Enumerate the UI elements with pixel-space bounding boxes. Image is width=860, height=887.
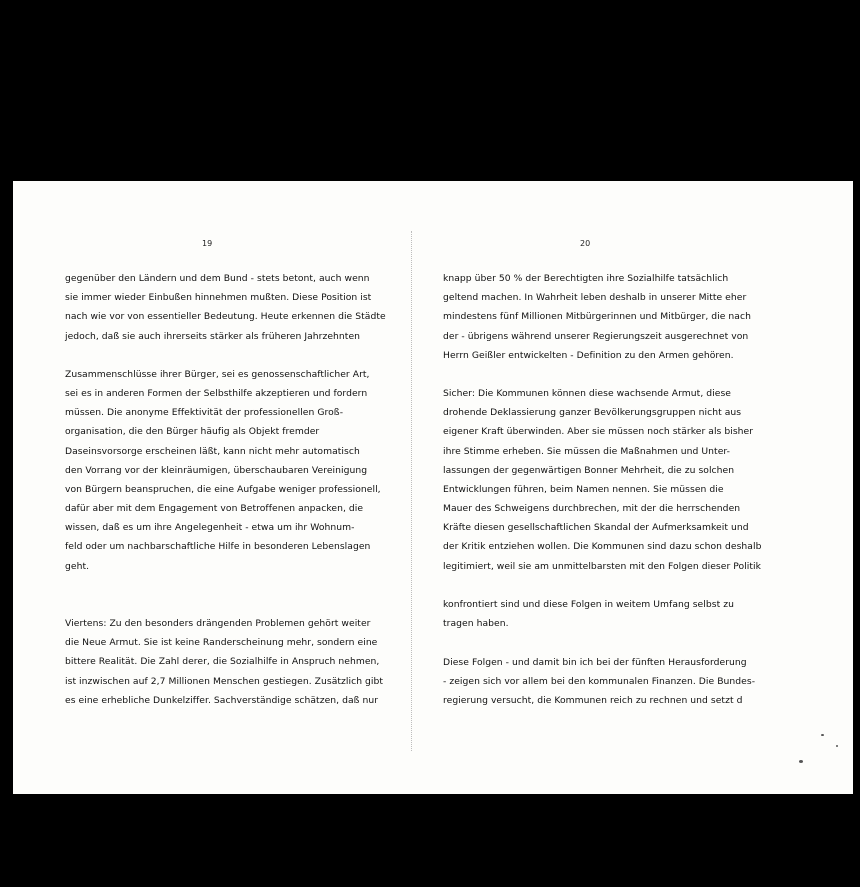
- text-line: Herrn Geißler entwickelten - Definition zu den Armen gehören.: [443, 350, 734, 361]
- text-line: nach wie vor von essentieller Bedeutung. Heute erkennen die Städte: [65, 311, 386, 322]
- text-line: geltend machen. In Wahrheit leben deshalb in unserer Mitte eher: [443, 292, 747, 303]
- text-line: Diese Folgen - und damit bin ich bei der fünften Herausforderung: [443, 657, 747, 668]
- scan-speck: [836, 745, 838, 747]
- page-number-right: 20: [580, 239, 591, 248]
- text-line: ihre Stimme erheben. Sie müssen die Maßnahmen und Unter-: [443, 446, 731, 457]
- text-line: regierung versucht, die Kommunen reich zu rechnen und setzt d: [443, 695, 743, 706]
- text-line: konfrontiert sind und diese Folgen in weitem Umfang selbst zu: [443, 599, 734, 610]
- text-line: die Neue Armut. Sie ist keine Randerscheinung mehr, sondern eine: [65, 637, 378, 648]
- text-line: von Bürgern beanspruchen, die eine Aufgabe weniger professionell,: [65, 484, 381, 495]
- text-line: jedoch, daß sie auch ihrerseits stärker als früheren Jahrzehnten: [65, 331, 361, 342]
- text-line: wissen, daß es um ihre Angelegenheit - etwa um ihr Wohnum-: [65, 522, 355, 533]
- text-line: eigener Kraft überwinden. Aber sie müssen noch stärker als bisher: [443, 426, 754, 437]
- scan-speck: [799, 760, 803, 763]
- text-line: der - übrigens während unserer Regierungszeit ausgerechnet von: [443, 331, 749, 342]
- text-line: lassungen der gegenwärtigen Bonner Mehrheit, die zu solchen: [443, 465, 735, 476]
- text-line: legitimiert, weil sie am unmittelbarsten mit den Folgen dieser Politik: [443, 561, 762, 572]
- text-line: drohende Deklassierung ganzer Bevölkerungsgruppen nicht aus: [443, 407, 742, 418]
- text-line: Kräfte diesen gesellschaftlichen Skandal der Aufmerksamkeit und: [443, 522, 749, 533]
- text-line: Daseinsvorsorge erscheinen läßt, kann nicht mehr automatisch: [65, 446, 360, 457]
- text-line: gegenüber den Ländern und dem Bund - stets betont, auch wenn: [65, 273, 370, 284]
- text-line: der Kritik entziehen wollen. Die Kommunen sind dazu schon deshalb: [443, 541, 762, 552]
- text-line: bittere Realität. Die Zahl derer, die Sozialhilfe in Anspruch nehmen,: [65, 656, 380, 667]
- text-line: es eine erhebliche Dunkelziffer. Sachverständige schätzen, daß nur: [65, 695, 379, 706]
- document-spread: [13, 181, 853, 794]
- scan-speck: [821, 734, 824, 736]
- text-line: Viertens: Zu den besonders drängenden Problemen gehört weiter: [65, 618, 371, 629]
- text-line: Entwicklungen führen, beim Namen nennen. Sie müssen die: [443, 484, 724, 495]
- text-line: den Vorrang vor der kleinräumigen, überschaubaren Vereinigung: [65, 465, 368, 476]
- page-spine: [411, 231, 412, 751]
- text-line: Mauer des Schweigens durchbrechen, mit der die herrschenden: [443, 503, 741, 514]
- text-line: organisation, die den Bürger häufig als Objekt fremder: [65, 426, 320, 437]
- text-line: geht.: [65, 561, 90, 572]
- page-number-left: 19: [202, 239, 213, 248]
- text-line: müssen. Die anonyme Effektivität der professionellen Groß-: [65, 407, 344, 418]
- text-line: feld oder um nachbarschaftliche Hilfe in besonderen Lebenslagen: [65, 541, 371, 552]
- text-line: mindestens fünf Millionen Mitbürgerinnen und Mitbürger, die nach: [443, 311, 751, 322]
- text-line: tragen haben.: [443, 618, 509, 629]
- text-line: sei es in anderen Formen der Selbsthilfe akzeptieren und fordern: [65, 388, 368, 399]
- text-line: dafür aber mit dem Engagement von Betroffenen anpacken, die: [65, 503, 364, 514]
- text-line: ist inzwischen auf 2,7 Millionen Menschen gestiegen. Zusätzlich gibt: [65, 676, 384, 687]
- text-line: sie immer wieder Einbußen hinnehmen mußten. Diese Position ist: [65, 292, 372, 303]
- text-line: Zusammenschlüsse ihrer Bürger, sei es genossenschaftlicher Art,: [65, 369, 370, 380]
- text-line: - zeigen sich vor allem bei den kommunalen Finanzen. Die Bundes-: [443, 676, 756, 687]
- text-line: Sicher: Die Kommunen können diese wachsende Armut, diese: [443, 388, 732, 399]
- text-line: knapp über 50 % der Berechtigten ihre Sozialhilfe tatsächlich: [443, 273, 729, 284]
